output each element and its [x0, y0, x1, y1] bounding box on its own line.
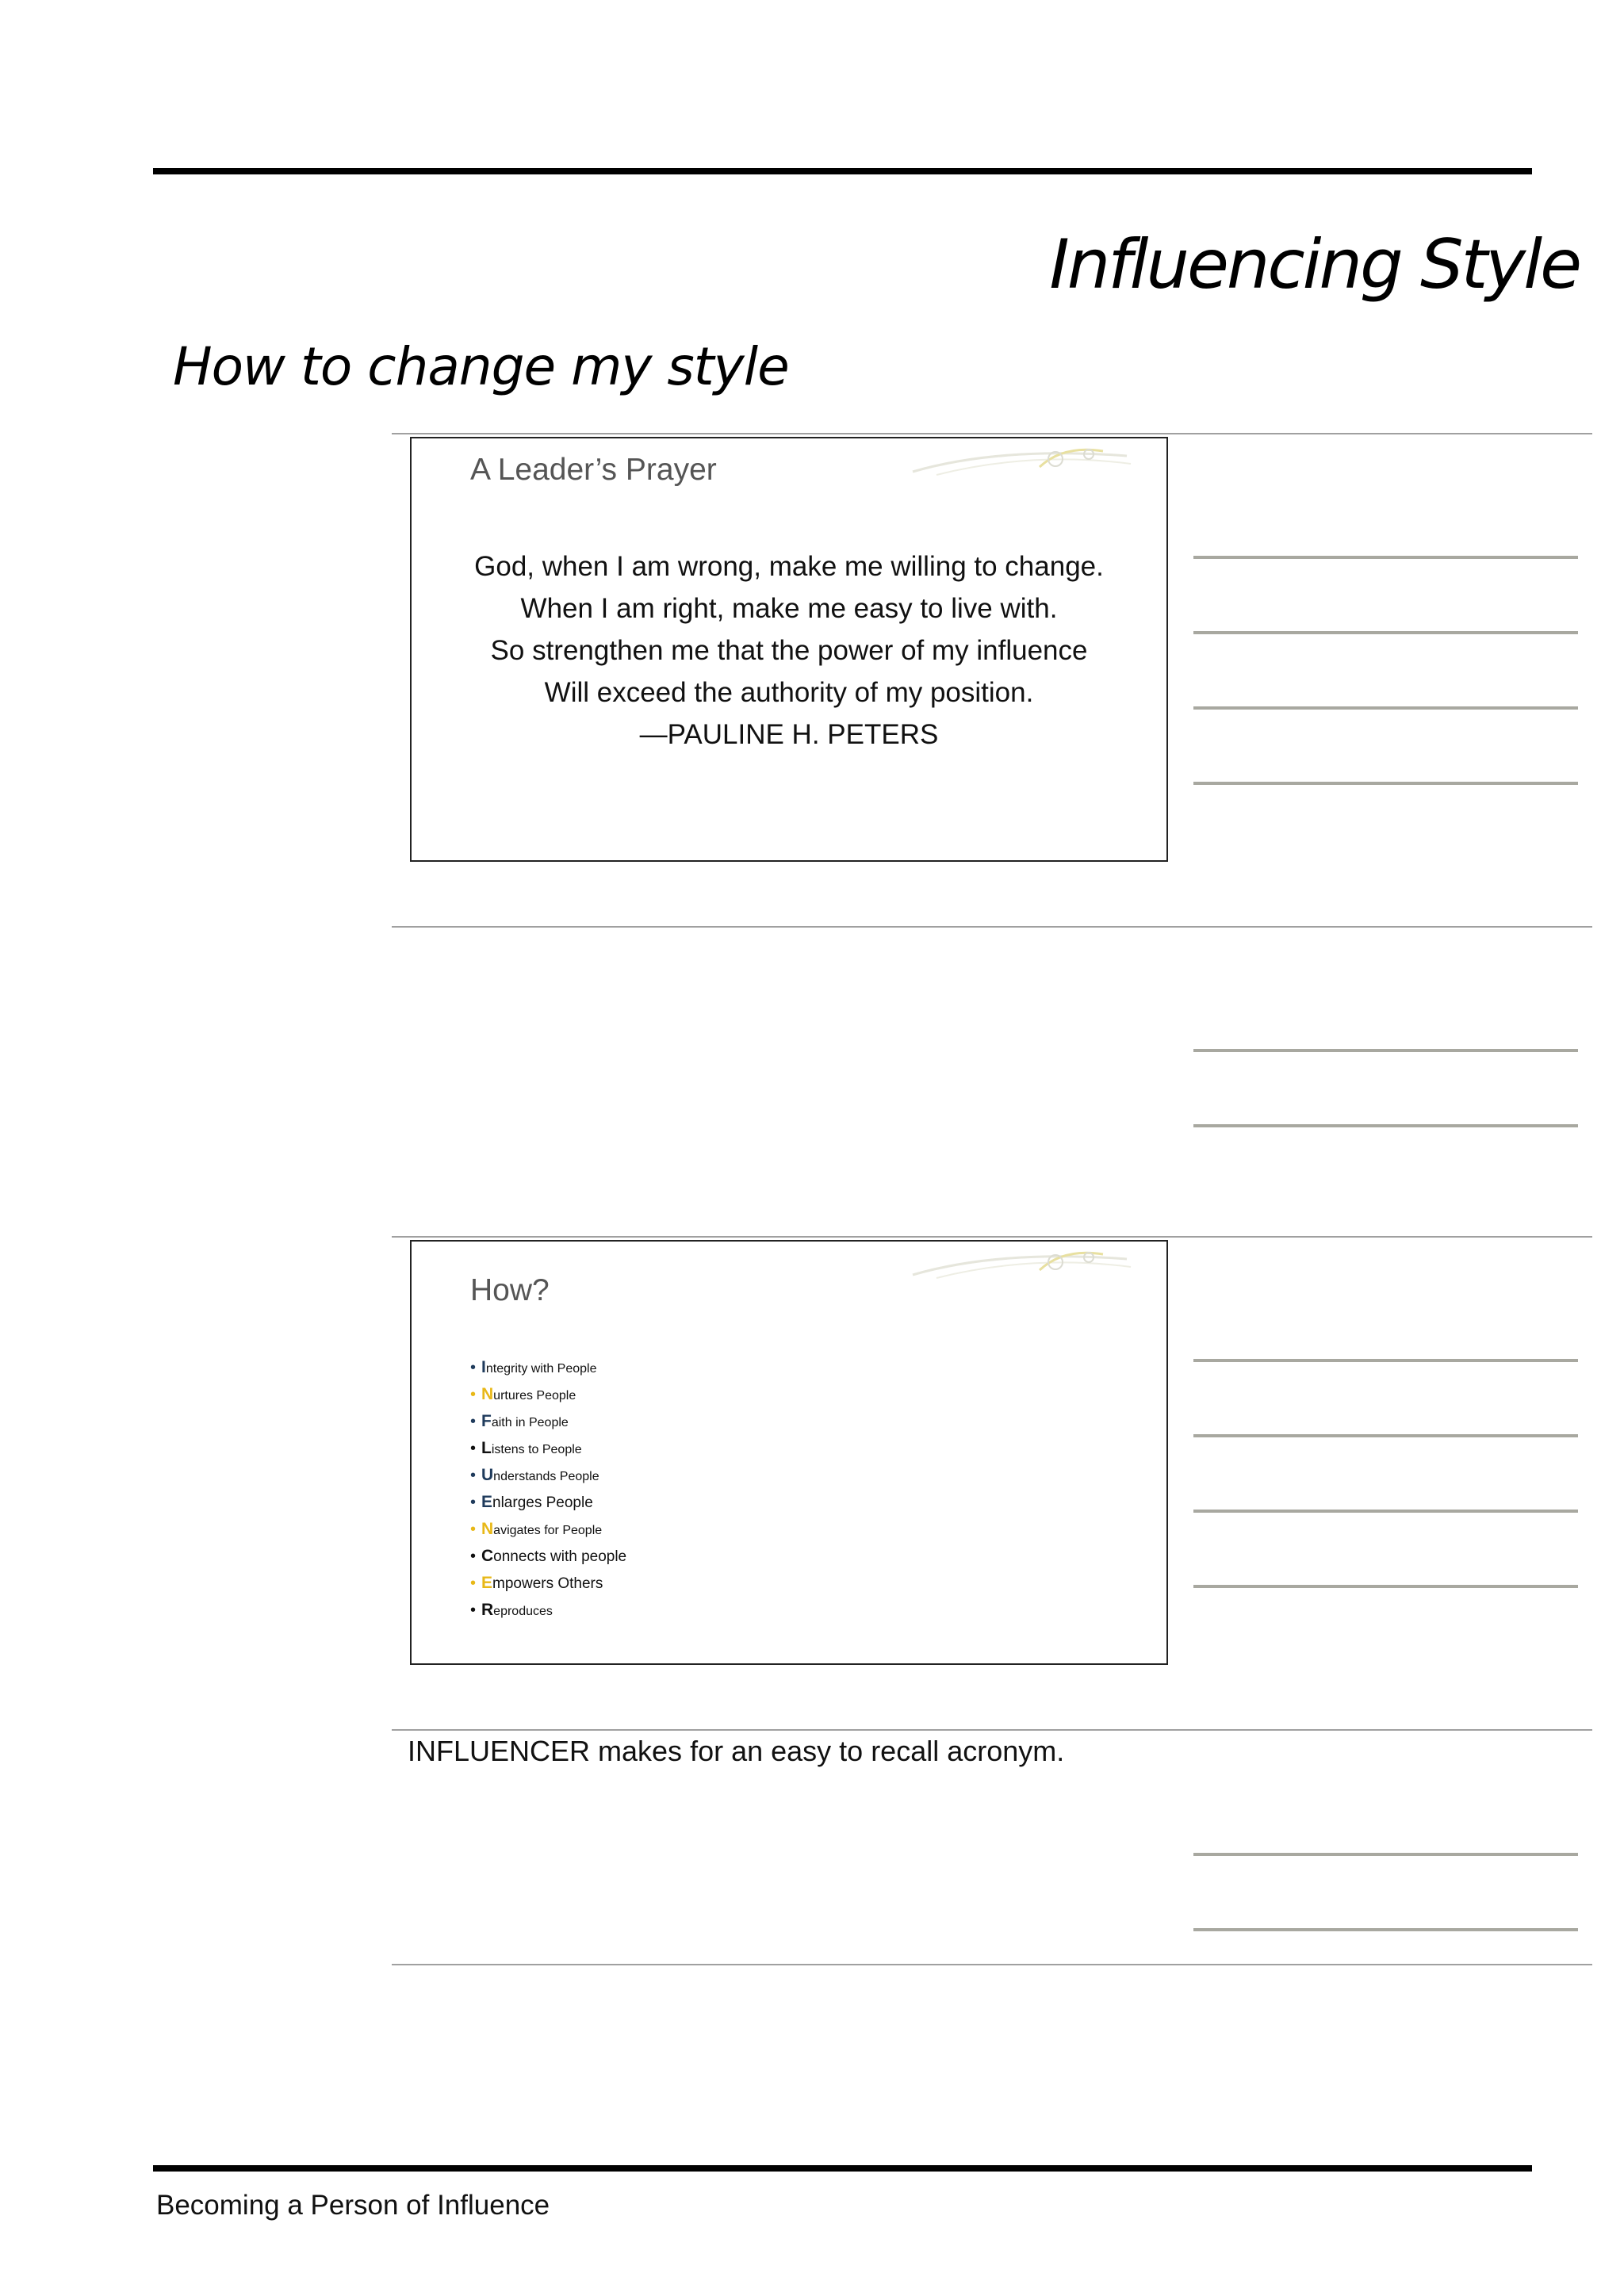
acronym-letter: U	[481, 1466, 494, 1484]
acronym-letter: C	[481, 1547, 494, 1565]
bullet-icon: •	[470, 1494, 477, 1511]
slide-title: How?	[470, 1273, 550, 1307]
acronym-item	[470, 1570, 626, 1597]
acronym-word: mpowers Others	[492, 1575, 603, 1592]
prayer-line: Will exceed the authority of my position.	[544, 677, 1034, 708]
acronym-letter: N	[481, 1520, 494, 1538]
acronym-word: avigates for People	[493, 1524, 603, 1537]
bullet-icon: •	[470, 1575, 477, 1592]
slide-title: A Leader’s Prayer	[470, 453, 717, 487]
prayer-text	[459, 549, 1119, 760]
divider	[392, 926, 1592, 928]
bullet-icon: •	[470, 1601, 477, 1619]
bullet-icon: •	[470, 1413, 477, 1430]
acronym-word: ntegrity with People	[485, 1362, 597, 1376]
prayer-author: —PAULINE H. PETERS	[639, 719, 939, 750]
bottom-rule	[153, 2165, 1532, 2172]
page-title: Influencing Style	[1049, 225, 1580, 304]
acronym-word: aith in People	[491, 1416, 569, 1429]
slide-how	[410, 1240, 1168, 1665]
acronym-letter: E	[481, 1493, 493, 1511]
slide-decoration-icon	[905, 440, 1135, 480]
note-line	[1193, 1434, 1578, 1437]
slide-decoration-icon	[905, 1243, 1135, 1283]
bullet-icon: •	[470, 1467, 477, 1484]
acronym-word: onnects with people	[493, 1548, 627, 1565]
bullet-icon: •	[470, 1548, 477, 1565]
note-line	[1193, 1585, 1578, 1588]
bullet-icon: •	[470, 1386, 477, 1403]
bullet-icon: •	[470, 1359, 477, 1376]
note-line	[1193, 1359, 1578, 1362]
acronym-word: nderstands People	[493, 1470, 599, 1483]
acronym-item	[470, 1354, 626, 1381]
acronym-letter: F	[481, 1412, 492, 1430]
acronym-letter: E	[481, 1574, 493, 1592]
acronym-word: nlarges People	[492, 1494, 593, 1511]
divider	[392, 1236, 1592, 1238]
note-line	[1193, 631, 1578, 634]
acronym-letter: I	[481, 1358, 486, 1376]
divider	[392, 1729, 1592, 1731]
note-line	[1193, 1510, 1578, 1513]
top-rule	[153, 168, 1532, 174]
prayer-line: So strengthen me that the power of my influence	[490, 635, 1088, 666]
note-line	[1193, 556, 1578, 559]
acronym-item	[470, 1516, 626, 1543]
acronym-item	[470, 1462, 626, 1489]
divider	[392, 1964, 1592, 1965]
acronym-word: istens to People	[491, 1443, 582, 1456]
bullet-icon: •	[470, 1440, 477, 1457]
slide-notes: INFLUENCER makes for an easy to recall acronym.	[408, 1735, 1065, 1767]
acronym-list	[470, 1354, 626, 1624]
acronym-letter: L	[481, 1439, 492, 1457]
acronym-item	[470, 1408, 626, 1435]
acronym-item	[470, 1381, 626, 1408]
acronym-letter: R	[481, 1601, 494, 1619]
note-line	[1193, 1124, 1578, 1127]
acronym-word: urtures People	[493, 1389, 576, 1402]
note-line	[1193, 1928, 1578, 1931]
acronym-item	[470, 1543, 626, 1570]
footer-text: Becoming a Person of Influence	[156, 2190, 550, 2221]
note-line	[1193, 1853, 1578, 1856]
bullet-icon: •	[470, 1521, 477, 1538]
acronym-item	[470, 1489, 626, 1516]
slide-leaders-prayer	[410, 437, 1168, 862]
acronym-item	[470, 1597, 626, 1624]
section-subtitle: How to change my style	[173, 336, 789, 397]
prayer-line: God, when I am wrong, make me willing to change.	[474, 551, 1104, 582]
acronym-letter: N	[481, 1385, 494, 1403]
divider	[392, 433, 1592, 434]
note-line	[1193, 706, 1578, 710]
acronym-item	[470, 1435, 626, 1462]
prayer-line: When I am right, make me easy to live with.	[520, 593, 1058, 624]
note-line	[1193, 782, 1578, 785]
acronym-word: eproduces	[493, 1605, 553, 1618]
note-line	[1193, 1049, 1578, 1052]
